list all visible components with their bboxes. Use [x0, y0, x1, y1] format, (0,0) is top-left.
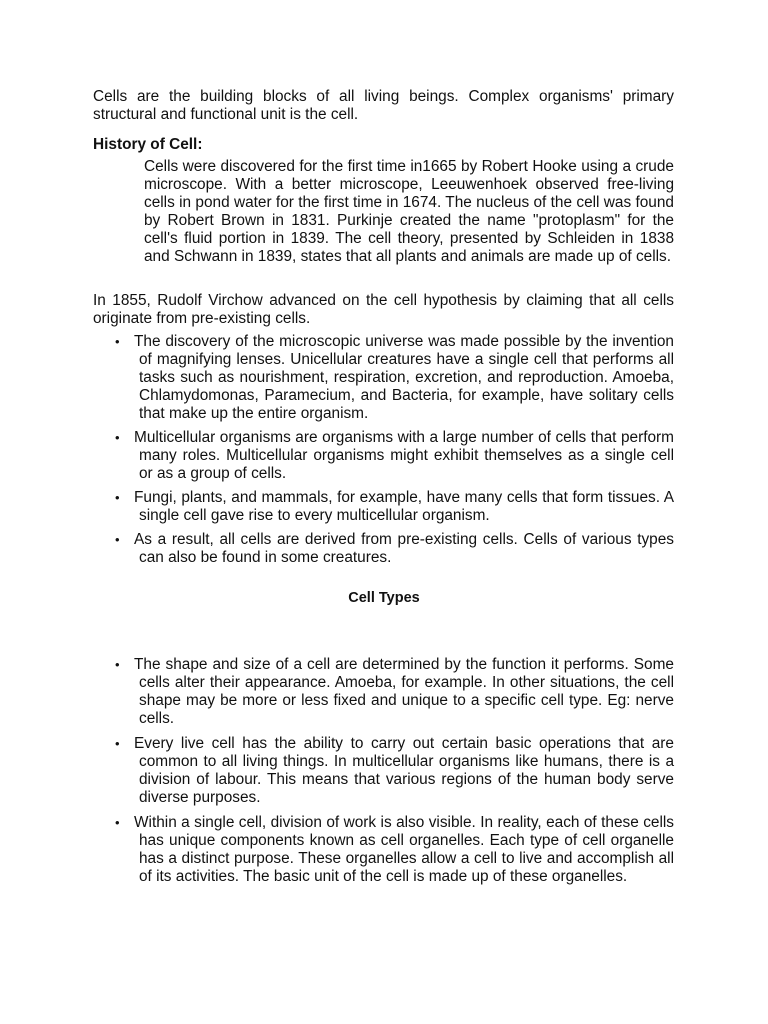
list-item-text: Fungi, plants, and mammals, for example, have many cells that form tissues. A single cell gave rise to every multicellular organism. — [134, 489, 674, 524]
list-item-text: Within a single cell, division of work is also visible. In reality, each of these cells has unique components known as cell organelles. Each type of cell organelle has a distinct purpose. These organelles allow a cell to live and accomplish all of its activities. The basic unit of the cell is made up of these organelles. — [134, 814, 674, 885]
intro-paragraph: Cells are the building blocks of all living beings. Complex organisms' primary structural and functional unit is the cell. — [93, 88, 674, 123]
list-item — [93, 814, 674, 886]
list-item — [93, 656, 674, 728]
bullet-icon: • — [115, 532, 120, 547]
bullet-icon: • — [115, 430, 120, 445]
bullet-icon: • — [115, 657, 120, 672]
history-paragraph: Cells were discovered for the first time in1665 by Robert Hooke using a crude microscope. With a better microscope, Leeuwenhoek observed free-living cells in pond water for the first time in 1674. The nucleus of the cell was found by Robert Brown in 1831. Purkinje created the name "protoplasm" for the cell's fluid portion in 1839. The cell theory, presented by Schleiden in 1838 and Schwann in 1839, states that all plants and animals are made up of cells. — [144, 158, 674, 265]
list-item — [93, 735, 674, 807]
list-item-text: Every live cell has the ability to carry out certain basic operations that are common to all living things. In multicellular organisms like humans, there is a division of labour. This means that various regions of the human body serve diverse purposes. — [134, 735, 674, 806]
list-item — [93, 429, 674, 483]
list-item-text: The shape and size of a cell are determined by the function it performs. Some cells alter their appearance. Amoeba, for example. In other situations, the cell shape may be more or less fixed and unique to a specific cell type. Eg: nerve cells. — [134, 656, 674, 727]
cell-types-heading: Cell Types — [348, 590, 420, 606]
bullet-icon: • — [115, 334, 120, 349]
cell-types-bullet-list — [93, 656, 674, 893]
list-item-text: As a result, all cells are derived from pre-existing cells. Cells of various types can also be found in some creatures. — [134, 531, 674, 566]
history-bullet-list — [93, 333, 674, 573]
list-item — [93, 489, 674, 525]
bullet-icon: • — [115, 736, 120, 751]
virchow-paragraph: In 1855, Rudolf Virchow advanced on the cell hypothesis by claiming that all cells originate from pre-existing cells. — [93, 292, 674, 327]
list-item-text: Multicellular organisms are organisms with a large number of cells that perform many roles. Multicellular organisms might exhibit themselves as a single cell or as a group of cells. — [134, 429, 674, 482]
list-item-text: The discovery of the microscopic universe was made possible by the invention of magnifying lenses. Unicellular creatures have a single cell that performs all tasks such as nourishment, respiration, excretion, and reproduction. Amoeba, Chlamydomonas, Paramecium, and Bacteria, for example, have solitary cells that make up the entire organism. — [134, 333, 674, 422]
bullet-icon: • — [115, 815, 120, 830]
list-item — [93, 531, 674, 567]
bullet-icon: • — [115, 490, 120, 505]
list-item — [93, 333, 674, 423]
history-heading: History of Cell: — [93, 136, 203, 153]
